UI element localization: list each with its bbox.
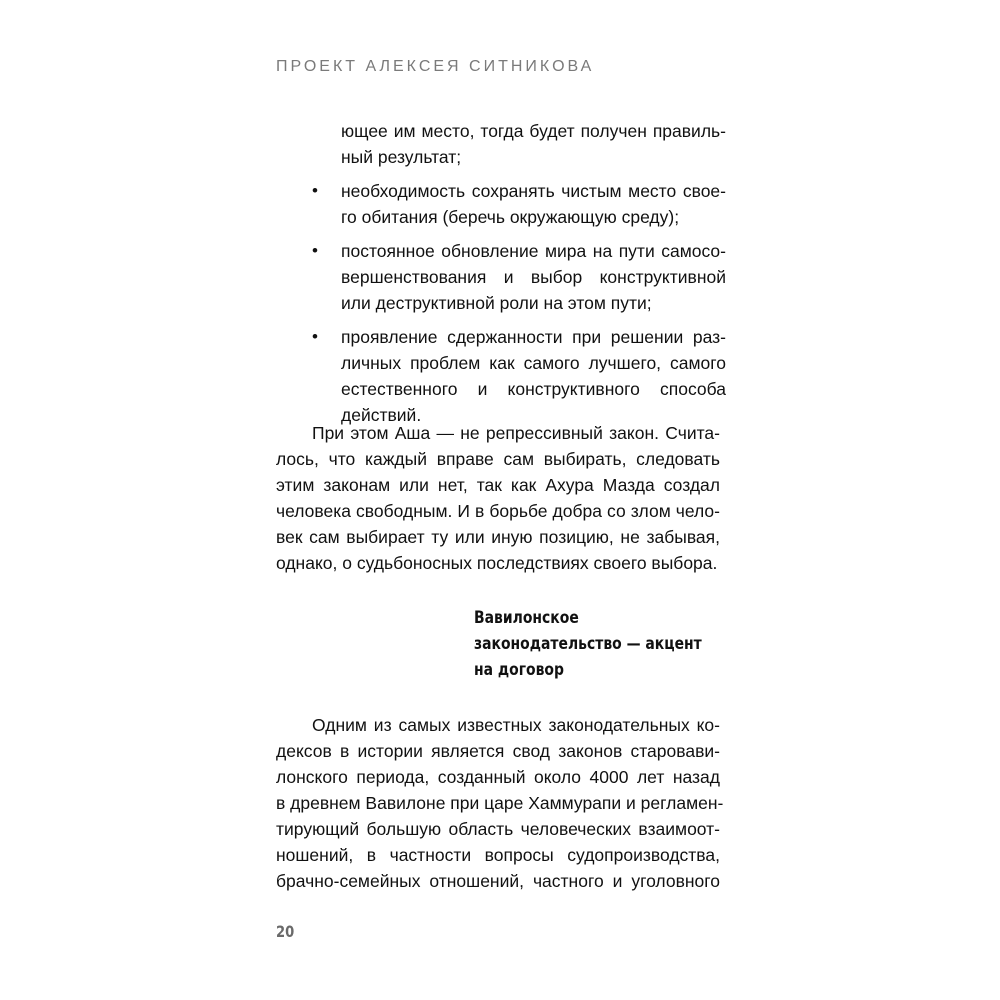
- text-line: действий.: [341, 405, 422, 425]
- text-line: го обитания (беречь окружающую среду);: [341, 207, 680, 227]
- text-line: При этом Аша — не репрессивный закон. Счита-: [312, 423, 720, 443]
- text-line: дексов в истории является свод законов старовави-: [276, 741, 720, 761]
- text-line: вершенствования и выбор конструктивной: [341, 267, 726, 287]
- text-line: век сам выбирает ту или иную позицию, не забывая,: [276, 527, 720, 547]
- page-number: 20: [276, 922, 295, 941]
- text-line: лось, что каждый вправе сам выбирать, следовать: [276, 449, 720, 469]
- text-line: постоянное обновление мира на пути самосо-: [341, 241, 726, 261]
- text-line: необходимость сохранять чистым место свое-: [341, 181, 726, 201]
- running-head: ПРОЕКТ АЛЕКСЕЯ СИТНИКОВА: [276, 58, 595, 75]
- bullet-icon: •: [312, 327, 318, 346]
- text-line: или деструктивной роли на этом пути;: [341, 293, 652, 313]
- text-line: тирующий большую область человеческих взаимоот-: [276, 819, 720, 839]
- list-item: [276, 118, 726, 170]
- paragraph: [276, 420, 720, 576]
- text-line: естественного и конструктивного способа: [341, 379, 726, 399]
- list-item: [276, 178, 726, 230]
- text-line: брачно-семейных отношений, частного и уголовного: [276, 871, 720, 891]
- text-line: ющее им место, тогда будет получен правиль-: [341, 121, 726, 141]
- text-line: ный результат;: [341, 147, 462, 167]
- text-line: лонского периода, созданный около 4000 лет назад: [276, 767, 720, 787]
- heading-line: законодательство — акцент: [474, 634, 702, 654]
- text-line: Одним из самых известных законодательных ко-: [312, 715, 720, 735]
- heading-line: на договор: [474, 660, 564, 680]
- list-item: [276, 324, 726, 428]
- text-line: личных проблем как самого лучшего, самого: [341, 353, 726, 373]
- heading-line: Вавилонское: [474, 608, 579, 628]
- text-line: ношений, в частности вопросы судопроизводства,: [276, 845, 720, 865]
- bullet-list: [276, 118, 726, 436]
- text-line: человека свободным. И в борьбе добра со злом чело-: [276, 501, 720, 521]
- bullet-icon: •: [312, 181, 318, 200]
- bullet-icon: •: [312, 241, 318, 260]
- text-line: однако, о судьбоносных последствиях своего выбора.: [276, 553, 718, 573]
- section-heading: [474, 605, 702, 683]
- list-item: [276, 238, 726, 316]
- paragraph: [276, 712, 724, 894]
- text-line: этим законам или нет, так как Ахура Мазда создал: [276, 475, 720, 495]
- text-line: в древнем Вавилоне при царе Хаммурапи и регламен-: [276, 793, 724, 813]
- text-line: проявление сдержанности при решении раз-: [341, 327, 726, 347]
